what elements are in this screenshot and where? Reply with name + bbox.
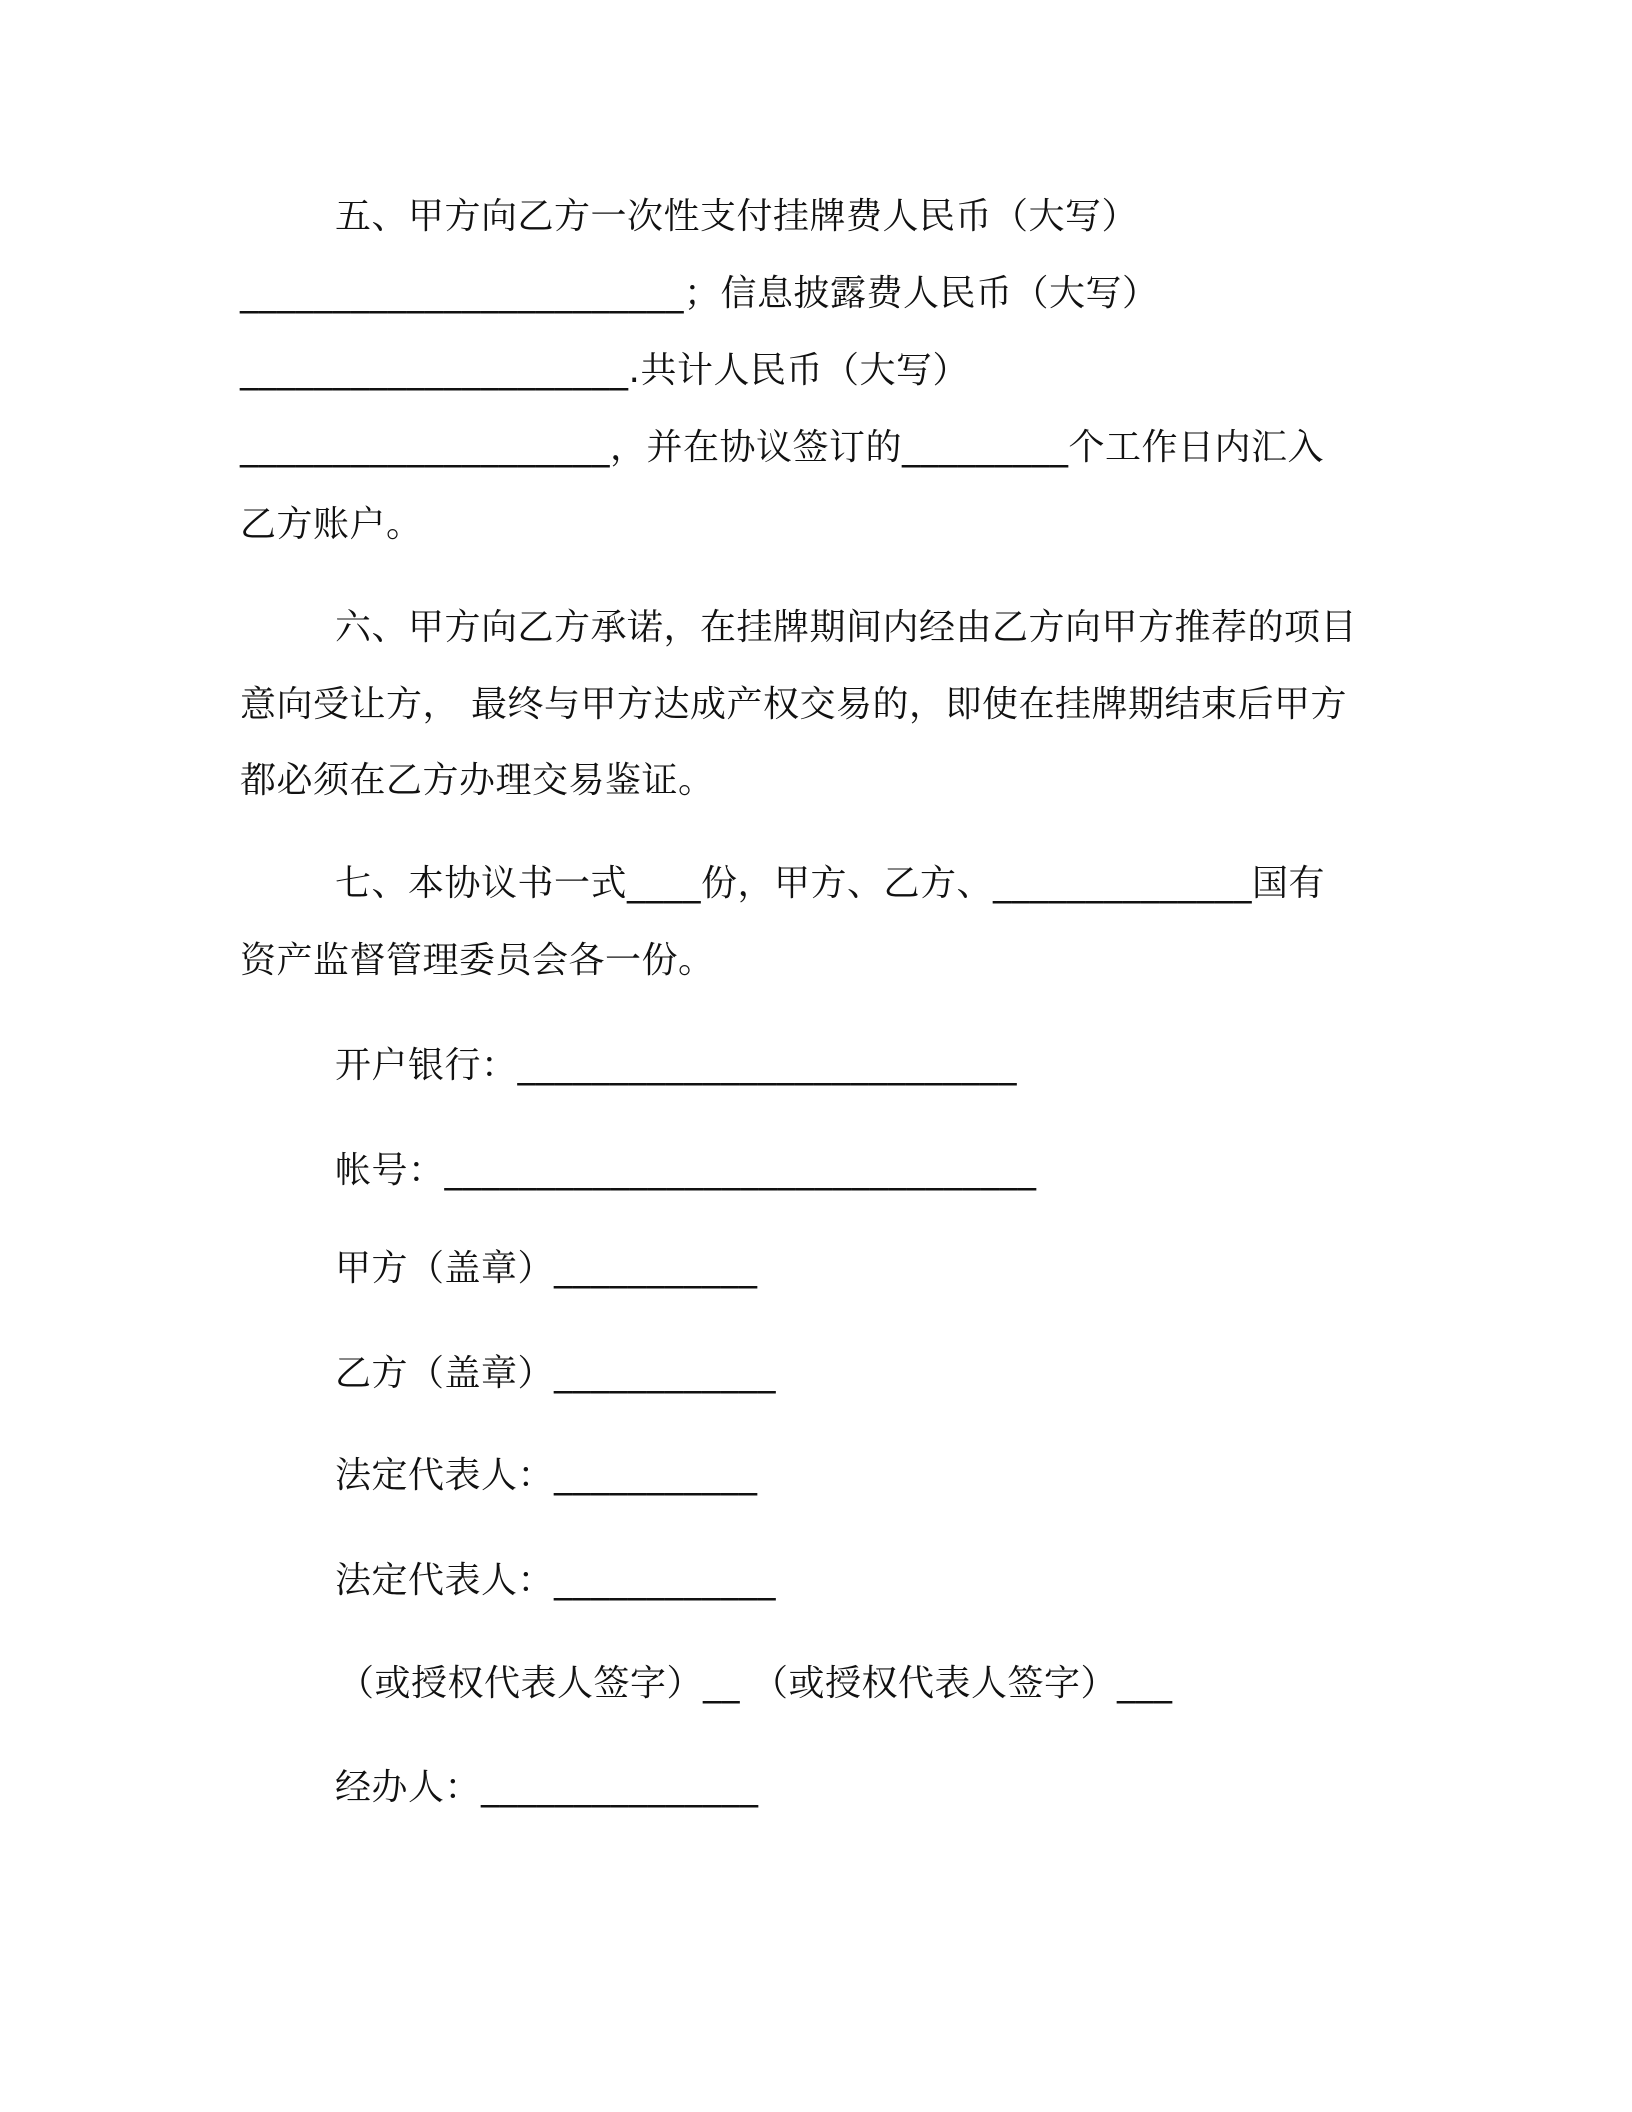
clause-five-line-5: 乙方账户。	[240, 504, 423, 545]
clause-seven-line-1: 七、本协议书一式____份，甲方、乙方、______________国有	[335, 863, 1326, 904]
clause-five-line-3: _____________________.共计人民币（大写）	[240, 350, 969, 391]
clause-five-line-1: 五、甲方向乙方一次性支付挂牌费人民币（大写）	[335, 196, 1139, 237]
party-b-seal-field: 乙方（盖章）____________	[335, 1353, 777, 1394]
clause-six-line-2: 意向受让方， 最终与甲方达成产权交易的，即使在挂牌期结束后甲方	[240, 684, 1347, 725]
handler-field: 经办人：_______________	[335, 1767, 759, 1808]
party-a-seal-field: 甲方（盖章）___________	[335, 1248, 758, 1289]
account-field: 帐号：________________________________	[335, 1150, 1037, 1191]
clause-five-line-4: ____________________，并在协议签订的_________个工作日内汇入	[240, 427, 1325, 468]
clause-six-line-3: 都必须在乙方办理交易鉴证。	[240, 760, 715, 801]
clause-seven-line-2: 资产监督管理委员会各一份。	[240, 940, 715, 981]
clause-five-line-2: ________________________；信息披露费人民币（大写）	[240, 273, 1159, 314]
legal-representative-a-field: 法定代表人：___________	[335, 1455, 758, 1496]
bank-field: 开户银行：___________________________	[335, 1045, 1018, 1086]
clause-six-line-1: 六、甲方向乙方承诺，在挂牌期间内经由乙方向甲方推荐的项目	[335, 607, 1358, 648]
authorized-signature-field: （或授权代表人签字）__ （或授权代表人签字）___	[338, 1663, 1173, 1704]
legal-representative-b-field: 法定代表人：____________	[335, 1560, 777, 1601]
